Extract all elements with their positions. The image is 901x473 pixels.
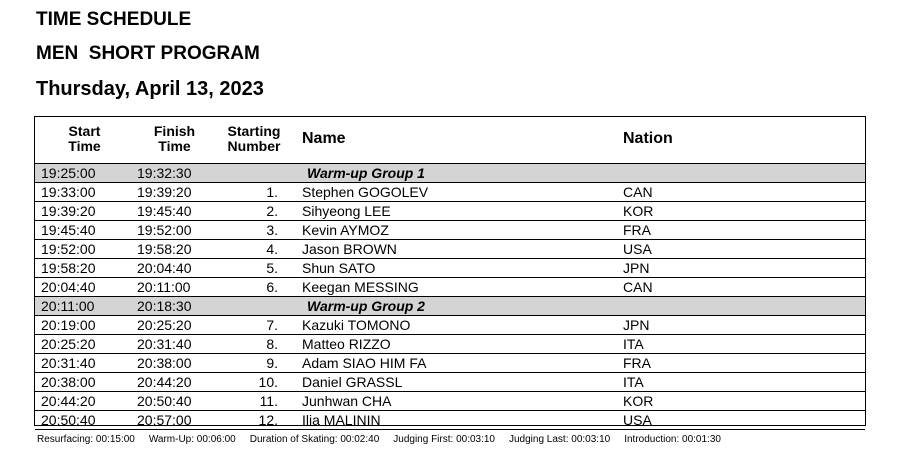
page-title: TIME SCHEDULE: [36, 9, 192, 30]
nation-code: FRA: [623, 222, 651, 238]
header-text: Finish: [153, 123, 196, 139]
starting-number: 1.: [266, 184, 278, 200]
skater-name: Kevin AYMOZ: [302, 222, 389, 238]
start-time: 20:25:20: [41, 336, 96, 352]
skater-name: Kazuki TOMONO: [302, 317, 411, 333]
starting-number: 5.: [266, 260, 278, 276]
column-header-start-time: [57, 124, 112, 154]
nation-code: JPN: [623, 317, 650, 333]
starting-number: 2.: [266, 203, 278, 219]
start-time: 19:45:40: [41, 222, 96, 238]
starting-number: 9.: [266, 355, 278, 371]
footer-timing-item: Introduction: 00:01:30: [624, 434, 721, 445]
finish-time: 20:50:40: [137, 393, 192, 409]
starting-number: 6.: [266, 279, 278, 295]
start-time: 19:52:00: [41, 241, 96, 257]
nation-code: KOR: [623, 393, 654, 409]
starting-number: 7.: [266, 317, 278, 333]
event-date: Thursday, April 13, 2023: [36, 78, 264, 100]
finish-time: 19:58:20: [137, 241, 192, 257]
table-row: [35, 411, 865, 430]
header-text: Time: [158, 138, 191, 154]
nation-code: CAN: [623, 279, 653, 295]
column-header-finish-time: [147, 124, 202, 154]
start-time: 20:31:40: [41, 355, 96, 371]
column-header-name: Name: [302, 130, 346, 147]
table-row: [35, 392, 865, 411]
nation-code: FRA: [623, 355, 651, 371]
starting-number: 12.: [258, 412, 278, 428]
nation-code: CAN: [623, 184, 653, 200]
table-row: [35, 202, 865, 221]
finish-time: 20:44:20: [137, 374, 192, 390]
finish-time: 19:45:40: [137, 203, 192, 219]
nation-code: ITA: [623, 374, 644, 390]
finish-time: 20:38:00: [137, 355, 192, 371]
table-row: [35, 240, 865, 259]
column-header-nation: Nation: [623, 130, 673, 147]
event-title: MEN SHORT PROGRAM: [36, 43, 260, 64]
finish-time: 20:57:00: [137, 412, 192, 428]
header-text: Starting: [227, 123, 281, 139]
table-row: [35, 221, 865, 240]
header-text: Start: [68, 123, 101, 139]
start-time: 20:19:00: [41, 317, 96, 333]
warmup-group-label: Warm-up Group 1: [307, 165, 425, 181]
start-time: 19:39:20: [41, 203, 96, 219]
skater-name: Matteo RIZZO: [302, 336, 391, 352]
table-row: [35, 373, 865, 392]
finish-time: 19:52:00: [137, 222, 192, 238]
starting-number: 8.: [266, 336, 278, 352]
table-row: [35, 259, 865, 278]
skater-name: Ilia MALININ: [302, 412, 381, 428]
skater-name: Daniel GRASSL: [302, 374, 403, 390]
header-text: Number: [227, 138, 281, 154]
table-body: [35, 164, 865, 430]
footer-timing-item: Warm-Up: 00:06:00: [148, 434, 236, 445]
start-time: 20:11:00: [41, 298, 95, 314]
table-row: [35, 278, 865, 297]
skater-name: Keegan MESSING: [302, 279, 419, 295]
skater-name: Sihyeong LEE: [302, 203, 391, 219]
skater-name: Jason BROWN: [302, 241, 397, 257]
start-time: 19:33:00: [41, 184, 96, 200]
warmup-group-row: [35, 164, 865, 183]
finish-time: 20:18:30: [137, 298, 192, 314]
skater-name: Stephen GOGOLEV: [302, 184, 429, 200]
warmup-group-row: [35, 297, 865, 316]
schedule-table: [34, 116, 866, 426]
finish-time: 20:31:40: [137, 336, 192, 352]
column-header-starting-number: [221, 124, 287, 154]
finish-time: 20:04:40: [137, 260, 192, 276]
finish-time: 20:25:20: [137, 317, 192, 333]
table-row: [35, 335, 865, 354]
starting-number: 4.: [266, 241, 278, 257]
start-time: 20:38:00: [41, 374, 96, 390]
footer-timing-item: Judging First: 00:03:10: [393, 434, 495, 445]
table-header: [35, 117, 865, 164]
skater-name: Junhwan CHA: [302, 393, 392, 409]
nation-code: ITA: [623, 336, 644, 352]
header-text: Time: [68, 138, 101, 154]
start-time: 20:44:20: [41, 393, 96, 409]
nation-code: JPN: [623, 260, 650, 276]
table-row: [35, 183, 865, 202]
nation-code: USA: [623, 241, 652, 257]
finish-time: 19:32:30: [137, 165, 192, 181]
footer-timing-item: Duration of Skating: 00:02:40: [249, 434, 380, 445]
finish-time: 19:39:20: [137, 184, 192, 200]
timing-footer: [37, 434, 735, 445]
starting-number: 11.: [259, 393, 278, 409]
nation-code: USA: [623, 412, 652, 428]
skater-name: Adam SIAO HIM FA: [302, 355, 427, 371]
start-time: 19:58:20: [41, 260, 96, 276]
start-time: 19:25:00: [41, 165, 96, 181]
nation-code: KOR: [623, 203, 654, 219]
skater-name: Shun SATO: [302, 260, 376, 276]
table-row: [35, 316, 865, 335]
start-time: 20:50:40: [41, 412, 96, 428]
starting-number: 10.: [258, 374, 278, 390]
table-row: [35, 354, 865, 373]
footer-timing-item: Resurfacing: 00:15:00: [37, 434, 135, 445]
starting-number: 3.: [266, 222, 278, 238]
footer-timing-item: Judging Last: 00:03:10: [509, 434, 611, 445]
warmup-group-label: Warm-up Group 2: [307, 298, 425, 314]
start-time: 20:04:40: [41, 279, 96, 295]
finish-time: 20:11:00: [137, 279, 191, 295]
